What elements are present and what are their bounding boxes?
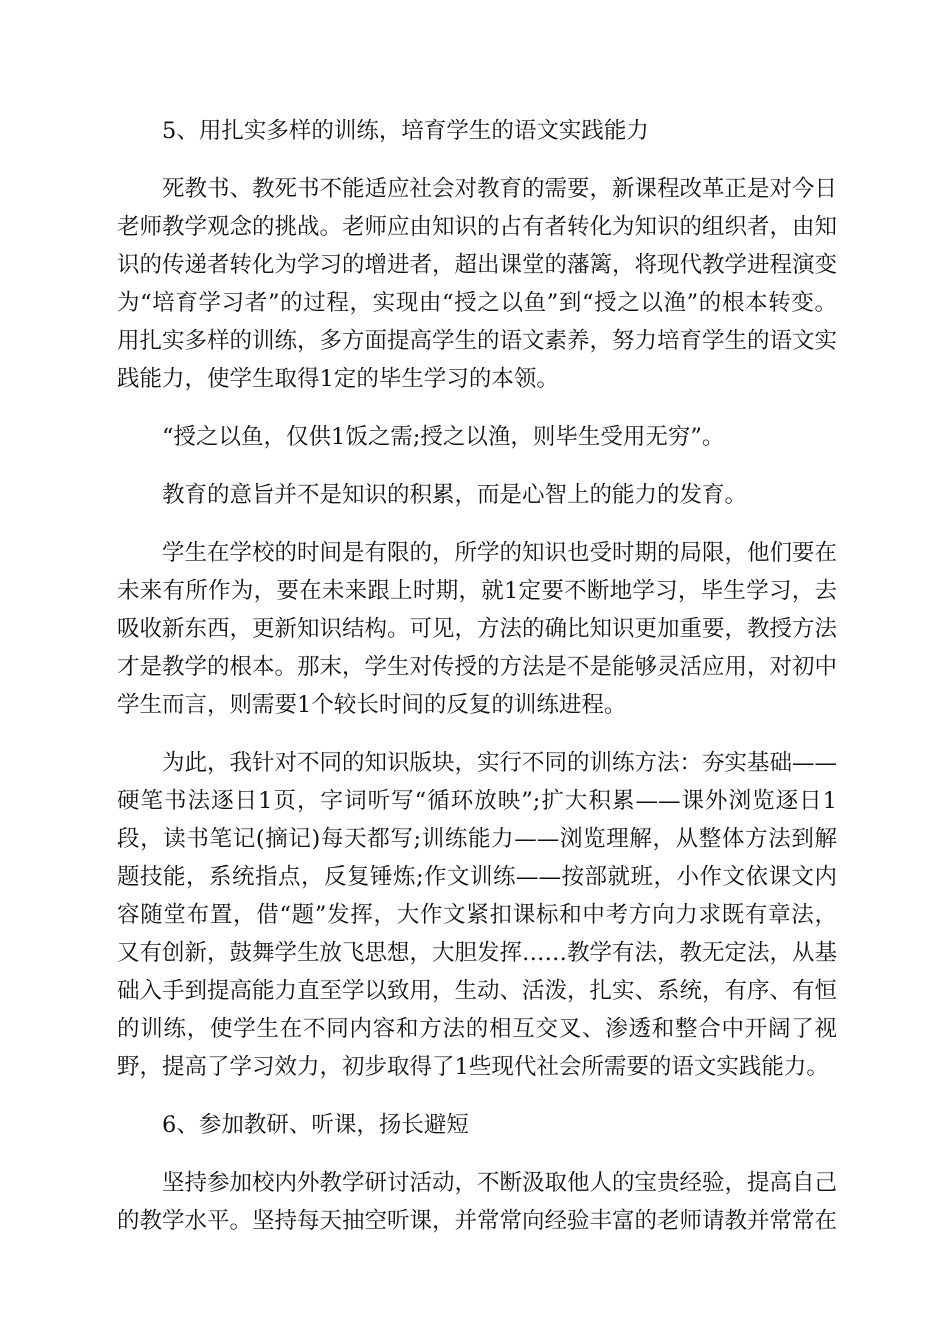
quote-paragraph: “授之以鱼，仅供1饭之需;授之以渔，则毕生受用无穷”。 <box>162 424 725 450</box>
paragraph: 教育的意旨并不是知识的积累，而是心智上的能力的发育。 <box>162 482 748 508</box>
section-heading-5: 5、用扎实多样的训练，培育学生的语文实践能力 <box>162 118 649 144</box>
document-body <box>117 112 837 1260</box>
paragraph: 学生在学校的时间是有限的，所学的知识也受时期的局限，他们要在未来有所作为，要在未来跟上时期，就1定要不断地学习，毕生学习，去吸收新东西，更新知识结构。可见，方法的确比知识更加重要，教授方法才是教学的根本。那末，学生对传授的方法是不是能够灵活应用，对初中学生而言，则需要1个较长时间的反复的训练进程。 <box>117 540 838 718</box>
paragraph: 死教书、教死书不能适应社会对教育的需要，新课程改革正是对今日老师教学观念的挑战。老师应由知识的占有者转化为知识的组织者，由知识的传递者转化为学习的增进者，超出课堂的藩篱，将现代教学进程演变为“培育学习者”的过程，实现由“授之以鱼”到“授之以渔”的根本转变。用扎实多样的训练，多方面提高学生的语文素养，努力培育学生的语文实践能力，使学生取得1定的毕生学习的本领。 <box>117 176 838 392</box>
paragraph: 坚持参加校内外教学研讨活动，不断汲取他人的宝贵经验，提高自己的教学水平。坚持每天抽空听课，并常常向经验丰富的老师请教并常常在 <box>117 1170 838 1234</box>
section-heading-6: 6、参加教研、听课，扬长避短 <box>162 1112 469 1138</box>
paragraph: 为此，我针对不同的知识版块，实行不同的训练方法：夯实基础——硬笔书法逐日1页，字词听写“循环放映”;扩大积累——课外浏览逐日1段，读书笔记(摘记)每天都写;训练能力——浏览理解，从整体方法到解题技能，系统指点，反复锤炼;作文训练——按部就班，小作文依课文内容随堂布置，借“题”发挥，大作文紧扣课标和中考方向力求既有章法，又有创新，鼓舞学生放飞思想，大胆发挥……教学有法，教无定法，从基础入手到提高能力直至学以致用，生动、活泼，扎实、系统，有序、有恒的训练，使学生在不同内容和方法的相互交叉、渗透和整合中开阔了视野，提高了学习效力，初步取得了1些现代社会所需要的语文实践能力。 <box>117 750 838 1080</box>
